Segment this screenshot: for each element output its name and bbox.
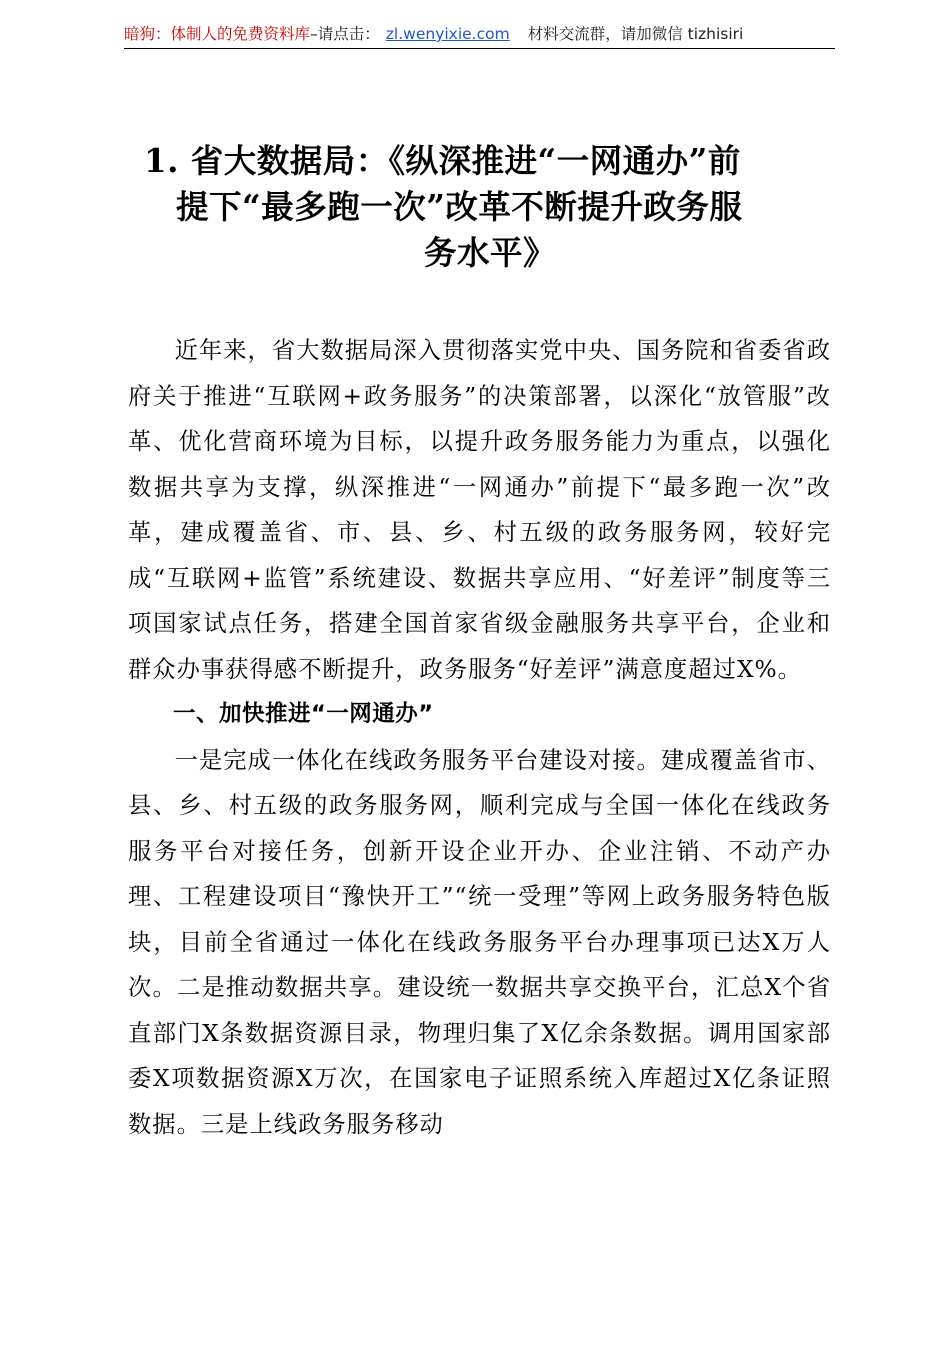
- header-click-prompt: –请点击：: [310, 25, 380, 43]
- document-body: [128, 328, 831, 1147]
- header-promo: 暗狗：体制人的免费资料库: [124, 25, 311, 43]
- section-1-paragraph: 一是完成一体化在线政务服务平台建设对接。建成覆盖省市、县、乡、村五级的政务服务网，顺利完成与全国一体化在线政务服务平台对接任务，创新开设企业开办、企业注销、不动产办理、工程建设项目“豫快开工”“统一受理”等网上政务服务特色版块，目前全省通过一体化在线政务服务平台办理事项已达X万人次。二是推动数据共享。建设统一数据共享交换平台，汇总X个省直部门X条数据资源目录，物理归集了X亿余条数据。调用国家部委X项数据资源X万次，在国家电子证照系统入库超过X亿条证照数据。三是上线政务服务移动: [128, 746, 831, 1138]
- page-header: [124, 20, 835, 49]
- section-heading-1: 一、加快推进“一网通办”: [173, 701, 434, 727]
- header-link[interactable]: zl.wenyixie.com: [385, 25, 510, 43]
- title-line-1: 1. 省大数据局：《纵深推进“一网通办”前: [144, 141, 741, 180]
- header-wechat: 材料交流群，请加微信 tizhisiri: [527, 25, 744, 43]
- intro-paragraph: 近年来，省大数据局深入贯彻落实党中央、国务院和省委省政府关于推进“互联网+政务服务”的决策部署，以深化“放管服”改革、优化营商环境为目标，以提升政务服务能力为重点，以强化数据共享为支撑，纵深推进“一网通办”前提下“最多跑一次”改革，建成覆盖省、市、县、乡、村五级的政务服务网，较好完成“互联网+监管”系统建设、数据共享应用、“好差评”制度等三项国家试点任务，搭建全国首家省级金融服务共享平台，企业和群众办事获得感不断提升，政务服务“好差评”满意度超过X%。: [128, 337, 831, 683]
- title-line-2: 提下“最多跑一次”改革不断提升政务服: [176, 187, 743, 226]
- document-title: [130, 138, 830, 276]
- title-line-3: 务水平》: [423, 233, 556, 272]
